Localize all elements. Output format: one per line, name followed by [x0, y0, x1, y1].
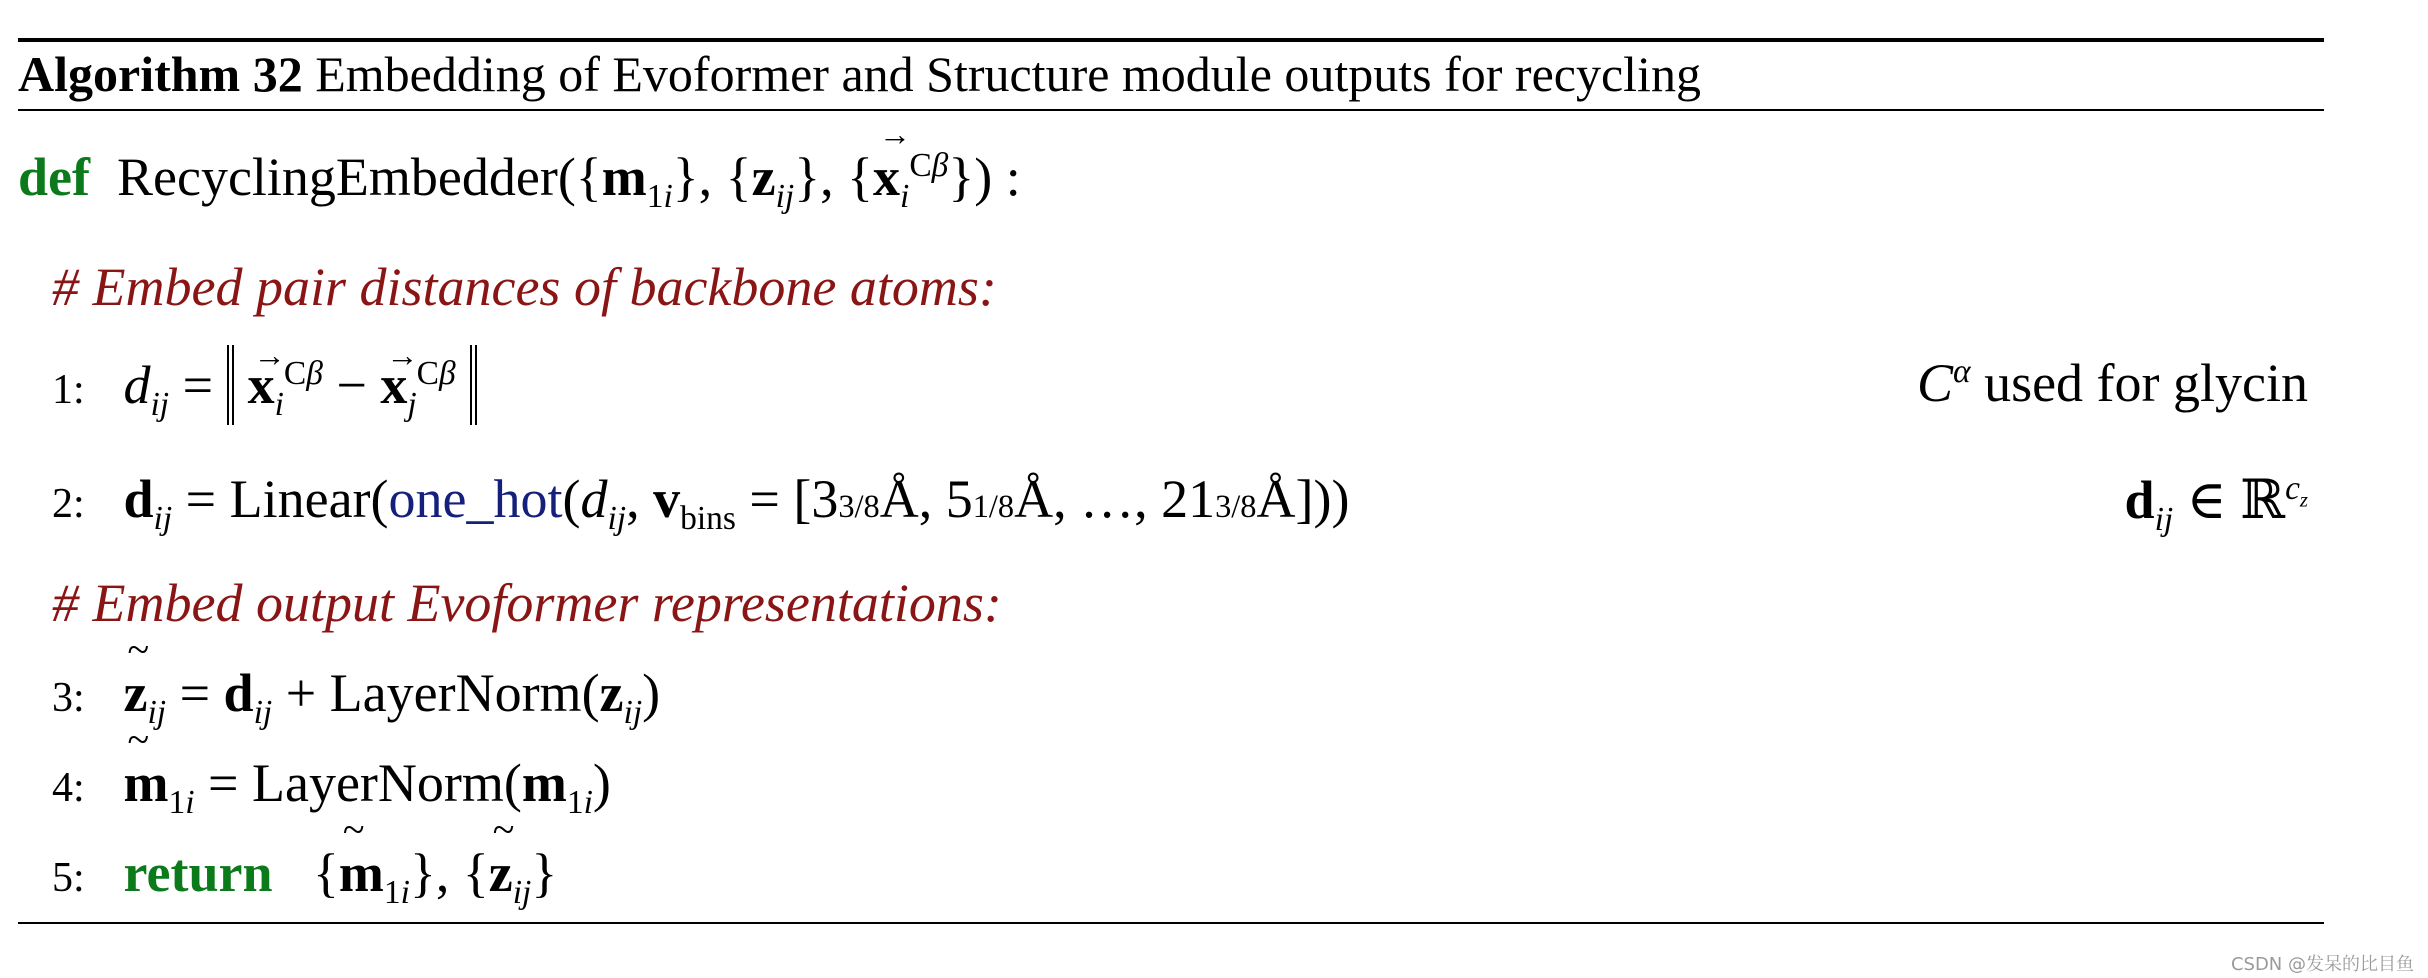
comment-embed-distances: # Embed pair distances of backbone atoms: — [52, 257, 997, 317]
comment-embed-evoformer: # Embed output Evoformer representations: — [52, 573, 1002, 633]
side-note-dim: $d_{ij}$ ∈ ℝ$^{c_z}$ — [2124, 470, 2308, 538]
algorithm-line-4: 4: ~ $m_{1i}$ = $LayerNorm(m_{1i})$ — [52, 752, 611, 814]
layernorm-fn-2: LayerNorm — [252, 753, 504, 813]
line-number-4: 4: — [52, 765, 85, 811]
line-number-2: 2: — [52, 481, 85, 527]
function-signature: def $RecyclingEmbedder(\{m_{1i}\}$, $\{z_{ij}\}$, {→ $x_i^{C\beta}$}) : — [18, 146, 1021, 208]
line-number-1: 1: — [52, 367, 85, 413]
function-name: RecyclingEmbedder — [116, 147, 558, 207]
one-hot-fn: one_hot — [388, 469, 563, 529]
bottom-rule — [18, 922, 2324, 924]
algorithm-line-3: 3: ~ $z_{ij} = d_{ij}$ + $LayerNorm(z_{ij})$ — [52, 662, 660, 724]
norm-expression: → $x_i^{C\beta}$ − → $x_j^{C\beta}$ — [227, 345, 477, 425]
algorithm-line-1: 1: $d_{ij}$ = → $x_i^{C\beta}$ − → $x_j^{C\beta}$ — [52, 345, 477, 425]
algorithm-line-5: 5: return {~ $m_{1i}$}, {~ $z_{ij}$} — [52, 842, 557, 904]
line-number-3: 3: — [52, 675, 85, 721]
side-note-glycin: $C^\alpha$ used for glycin — [1916, 353, 2308, 413]
title-rule — [18, 109, 2324, 111]
algorithm-line-2: 2: $d_{ij}$ = $Linear(one\_hot(d_{ij}$, $v_{bins}$ = [33/8Å, 51/8Å, …, 213/8Å])) — [52, 469, 1350, 537]
return-keyword: return — [123, 843, 273, 903]
algorithm-title-text: Embedding of Evoformer and Structure module outputs for recycling — [315, 46, 1701, 102]
algorithm-title — [18, 40, 1701, 108]
watermark: CSDN @发呆的比目鱼 — [2230, 954, 2414, 975]
linear-fn: Linear — [229, 469, 371, 529]
algorithm-label: Algorithm 32 — [18, 46, 303, 102]
line-number-5: 5: — [52, 855, 85, 901]
layernorm-fn: LayerNorm — [329, 663, 582, 723]
def-keyword: def — [18, 147, 90, 207]
